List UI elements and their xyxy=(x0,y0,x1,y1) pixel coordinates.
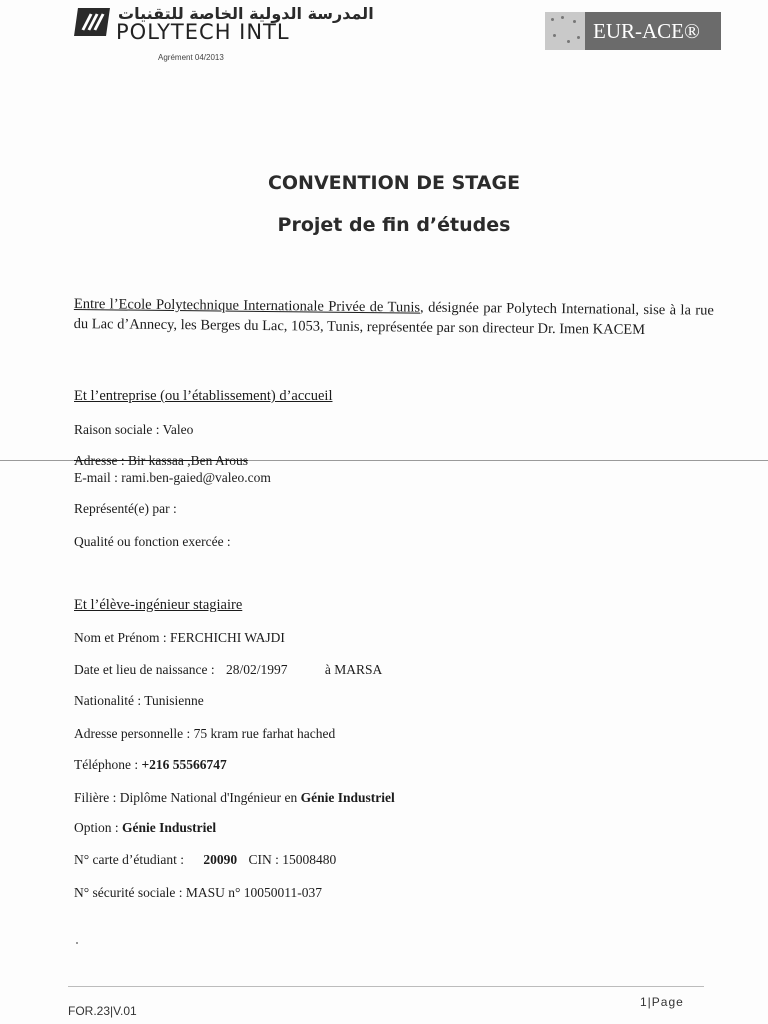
telephone-value: +216 55566747 xyxy=(141,757,227,772)
carte-etudiant xyxy=(74,852,336,868)
intro-paragraph xyxy=(74,294,714,341)
telephone xyxy=(74,757,227,773)
option-label: Option : xyxy=(74,820,123,835)
agrement-number: Agrément 04/2013 xyxy=(158,53,224,62)
page-number: 1|Page xyxy=(640,995,684,1009)
qualite-fonction: Qualité ou fonction exercée : xyxy=(74,534,231,549)
scan-speck xyxy=(76,942,78,944)
raison-sociale: Raison sociale : Valeo xyxy=(74,422,194,437)
document-subtitle: Projet de fin d’études xyxy=(277,214,511,236)
nationalite: Nationalité : Tunisienne xyxy=(74,693,204,708)
school-legal-name: Entre l’Ecole Polytechnique Internationale Privée de Tunis xyxy=(73,295,421,316)
filiere-label: Filière : Diplôme National d'Ingénieur en xyxy=(74,790,301,805)
footer-rule xyxy=(68,986,704,987)
nom-prenom: Nom et Prénom : FERCHICHI WAJDI xyxy=(74,630,285,645)
eleve-heading: Et l’élève-ingénieur stagiaire xyxy=(74,597,243,613)
document-title: CONVENTION DE STAGE xyxy=(267,172,521,194)
eur-ace-label: EUR-ACE® xyxy=(593,18,700,43)
school-name-arabic: المدرسة الدولية الخاصة للتقنيات xyxy=(118,4,374,23)
entreprise-adresse: Adresse : Bir kassaa ,Ben Arous xyxy=(74,453,248,468)
option xyxy=(74,820,216,836)
securite-sociale: N° sécurité sociale : MASU n° 10050011-037 xyxy=(74,885,323,900)
naissance-label: Date et lieu de naissance : xyxy=(74,662,215,677)
cin: CIN : 15008480 xyxy=(248,852,337,867)
filiere-value: Génie Industriel xyxy=(300,790,395,805)
date-lieu-naissance xyxy=(74,662,382,678)
represente-par: Représenté(e) par : xyxy=(74,501,177,516)
polytech-logo-icon xyxy=(74,8,110,36)
adresse-personnelle: Adresse personnelle : 75 kram rue farhat hached xyxy=(74,726,336,741)
entreprise-heading: Et l’entreprise (ou l’établissement) d’accueil xyxy=(74,388,333,404)
intro-rest: , désignée par Polytech International, sise à la rue du Lac d’Annecy, les Berges du Lac, 1053, Tunis, représentée par son directeur Dr. Imen KACEM xyxy=(73,299,714,338)
carte-label: N° carte d’étudiant : xyxy=(74,852,184,867)
telephone-label: Téléphone : xyxy=(74,757,142,772)
eur-ace-logo xyxy=(545,12,721,50)
carte-value: 20090 xyxy=(203,852,238,867)
entreprise-email: E-mail : rami.ben-gaied@valeo.com xyxy=(74,470,271,485)
filiere xyxy=(74,790,395,806)
naissance-date: 28/02/1997 xyxy=(225,662,288,677)
naissance-lieu: à MARSA xyxy=(324,662,383,677)
option-value: Génie Industriel xyxy=(122,820,217,835)
eu-stars-icon xyxy=(545,12,585,50)
school-name: POLYTECH INTL xyxy=(116,20,290,44)
form-reference: FOR.23|V.01 xyxy=(68,1004,137,1018)
